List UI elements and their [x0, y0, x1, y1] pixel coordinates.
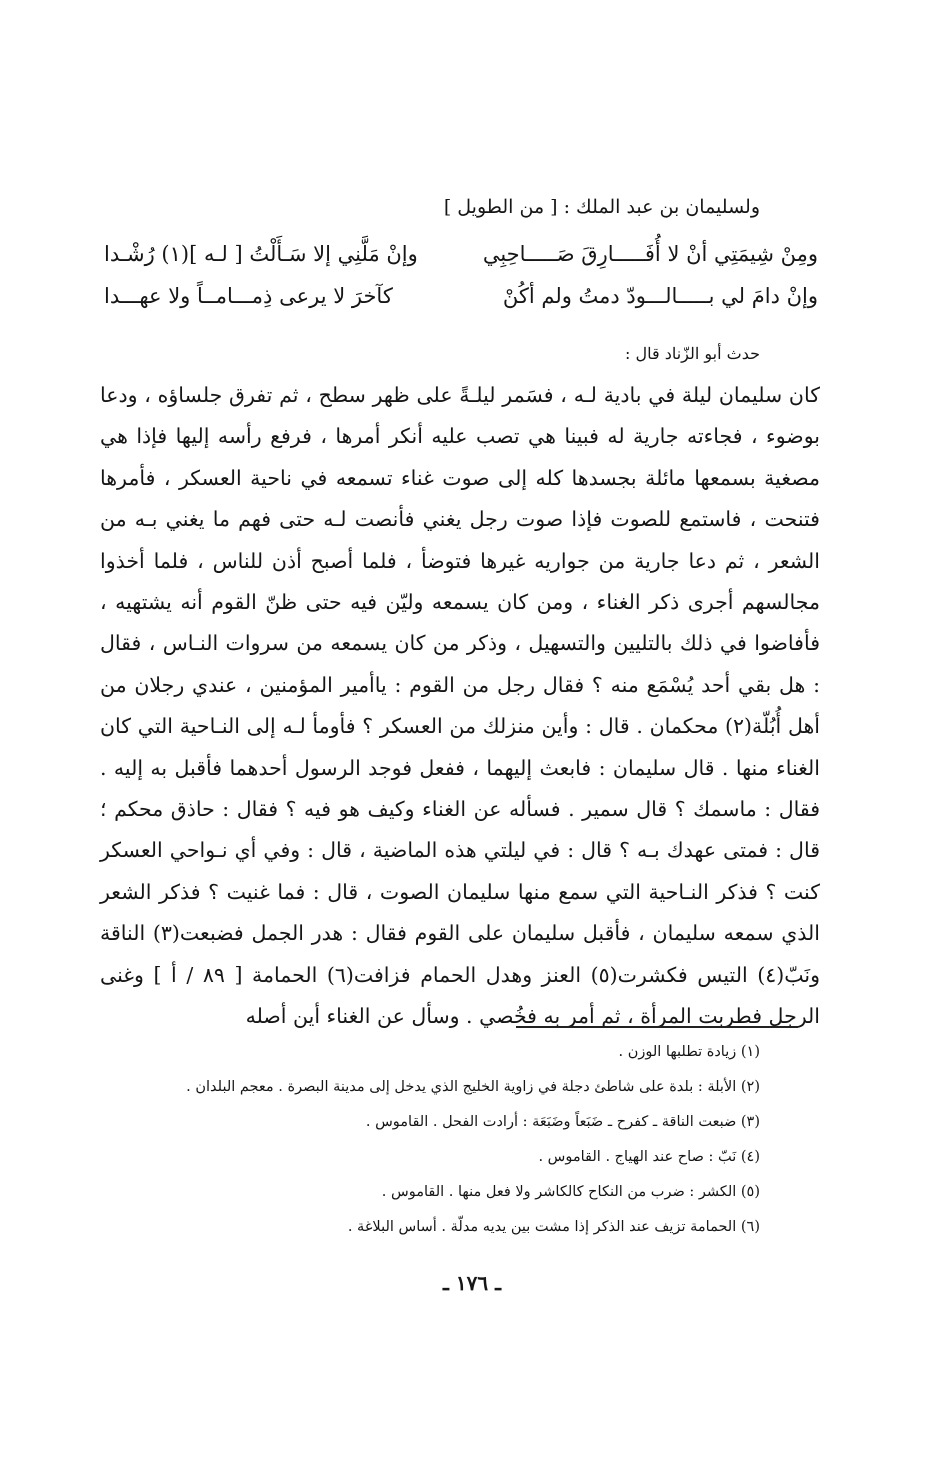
page-number: ـ ١٧٦ ـ — [443, 1271, 501, 1295]
body-paragraph: كان سليمان ليلة في بادية لـه ، فسَمر ليلـةً على ظهر سطح ، ثم تفرق جلساؤه ، ودعا بوضوء ، فجاءته جارية له فبينا هي تصب عليه أنكر أمرها ، فرفع رأسه إليها فإذا هي مصغية بسمعها مائلة بجسدها كله إلى صوت غناء تسمعه في ناحية العسكر ، فأمرها فتنحت ، فاستمع للصوت فإذا صوت رجل يغني فأنصت لـه حتى فهم ما يغني بـه من الشعر ، ثم دعا جارية من جواريه غيرها فتوضأ ، فلما أصبح أذن للناس ، فلما أخذوا مجالسهم أجرى ذكر الغناء ، ومن كان يسمعه وليّن فيه حتى ظنّ القوم أنه يشتهيه ، فأفاضوا في ذلك بالتليين والتسهيل ، وذكر من كان يسمعه من سروات النـاس ، فقال : هل بقي أحد يُسْمَع منه ؟ فقال رجل من القوم : ياأمير المؤمنين ، عندي رجلان من أهل أُبُلّة(٢) محكمان . قال : وأين منزلك من العسكر ؟ فأومأ لـه إلى النـاحية التي كان الغناء منها . قال سليمان : فابعث إليهما ، ففعل فوجد الرسول أحدهما فأقبل به إليه . فقال : ماسمك ؟ قال سمير . فسأله عن الغناء وكيف هو فيه ؟ فقال : حاذق محكم ؛ قال : فمتى عهدك بـه ؟ قال : في ليلتي هذه الماضية ، قال : وفي أي نـواحي العسكر كنت ؟ فذكر النـاحية التي سمع منها سليمان الصوت ، قال : فما غنيت ؟ فذكر الشعر الذي سمعه سليمان ، فأقبل سليمان على القوم فقال : هدر الجمل فضبعت(٣) الناقة ونَبّ(٤) التيس فكشرت(٥) العنز وهدل الحمام فزافت(٦) الحمامة [ ٨٩ / أ ] وغنى الرجل فطربت المرأة ، ثم أمر به فخُصي . وسأل عن الغناء أين أصله — [100, 383, 821, 1029]
narrator-line: حدث أبو الزّناد قال : — [625, 344, 760, 363]
verse-second-hemistich: كآخرَ لا يرعى ذِمـــامــاً ولا عهـــدا — [104, 284, 393, 308]
verse-first-hemistich: وإنْ دامَ لي بـــــالـــودّ دمتُ ولم أكُنْ — [502, 284, 818, 308]
verse-second-hemistich: وإنْ مَلَّنِي إلا سَـأَلْتُ [ لـه ](١) رُشْـدا — [104, 242, 418, 266]
footnote: (٥) الكشر : ضرب من النكاح كالكاشر ولا فعل منها . القاموس . — [381, 1184, 760, 1200]
main-text — [100, 375, 820, 1038]
verse-line — [104, 242, 818, 276]
verse-line — [104, 284, 818, 318]
footnote: (٣) ضبعت الناقة ـ كفرح ـ ضَبَعاً وضَبَعَة : أرادت الفحل . القاموس . — [365, 1114, 760, 1130]
footnote-separator — [516, 1026, 798, 1028]
footnote: (٦) الحمامة تزيف عند الذكر إذا مشت بين يديه مدلّة . أساس البلاغة . — [347, 1219, 760, 1235]
footnote: (١) زيادة تطلبها الوزن . — [618, 1044, 760, 1060]
footnote: (٤) نَبّ : صاح عند الهياج . القاموس . — [538, 1149, 760, 1165]
footnote: (٢) الأبلة : بلدة على شاطئ دجلة في زاوية الخليج الذي يدخل إلى مدينة البصرة . معجم البلدان . — [186, 1079, 760, 1095]
poem-intro: ولسليمان بن عبد الملك : [ من الطويل ] — [443, 196, 760, 218]
verse-first-hemistich: ومِنْ شِيمَتِي أنْ لا أُفَـــــارِقَ صَـــــاحِبِي — [482, 242, 818, 266]
